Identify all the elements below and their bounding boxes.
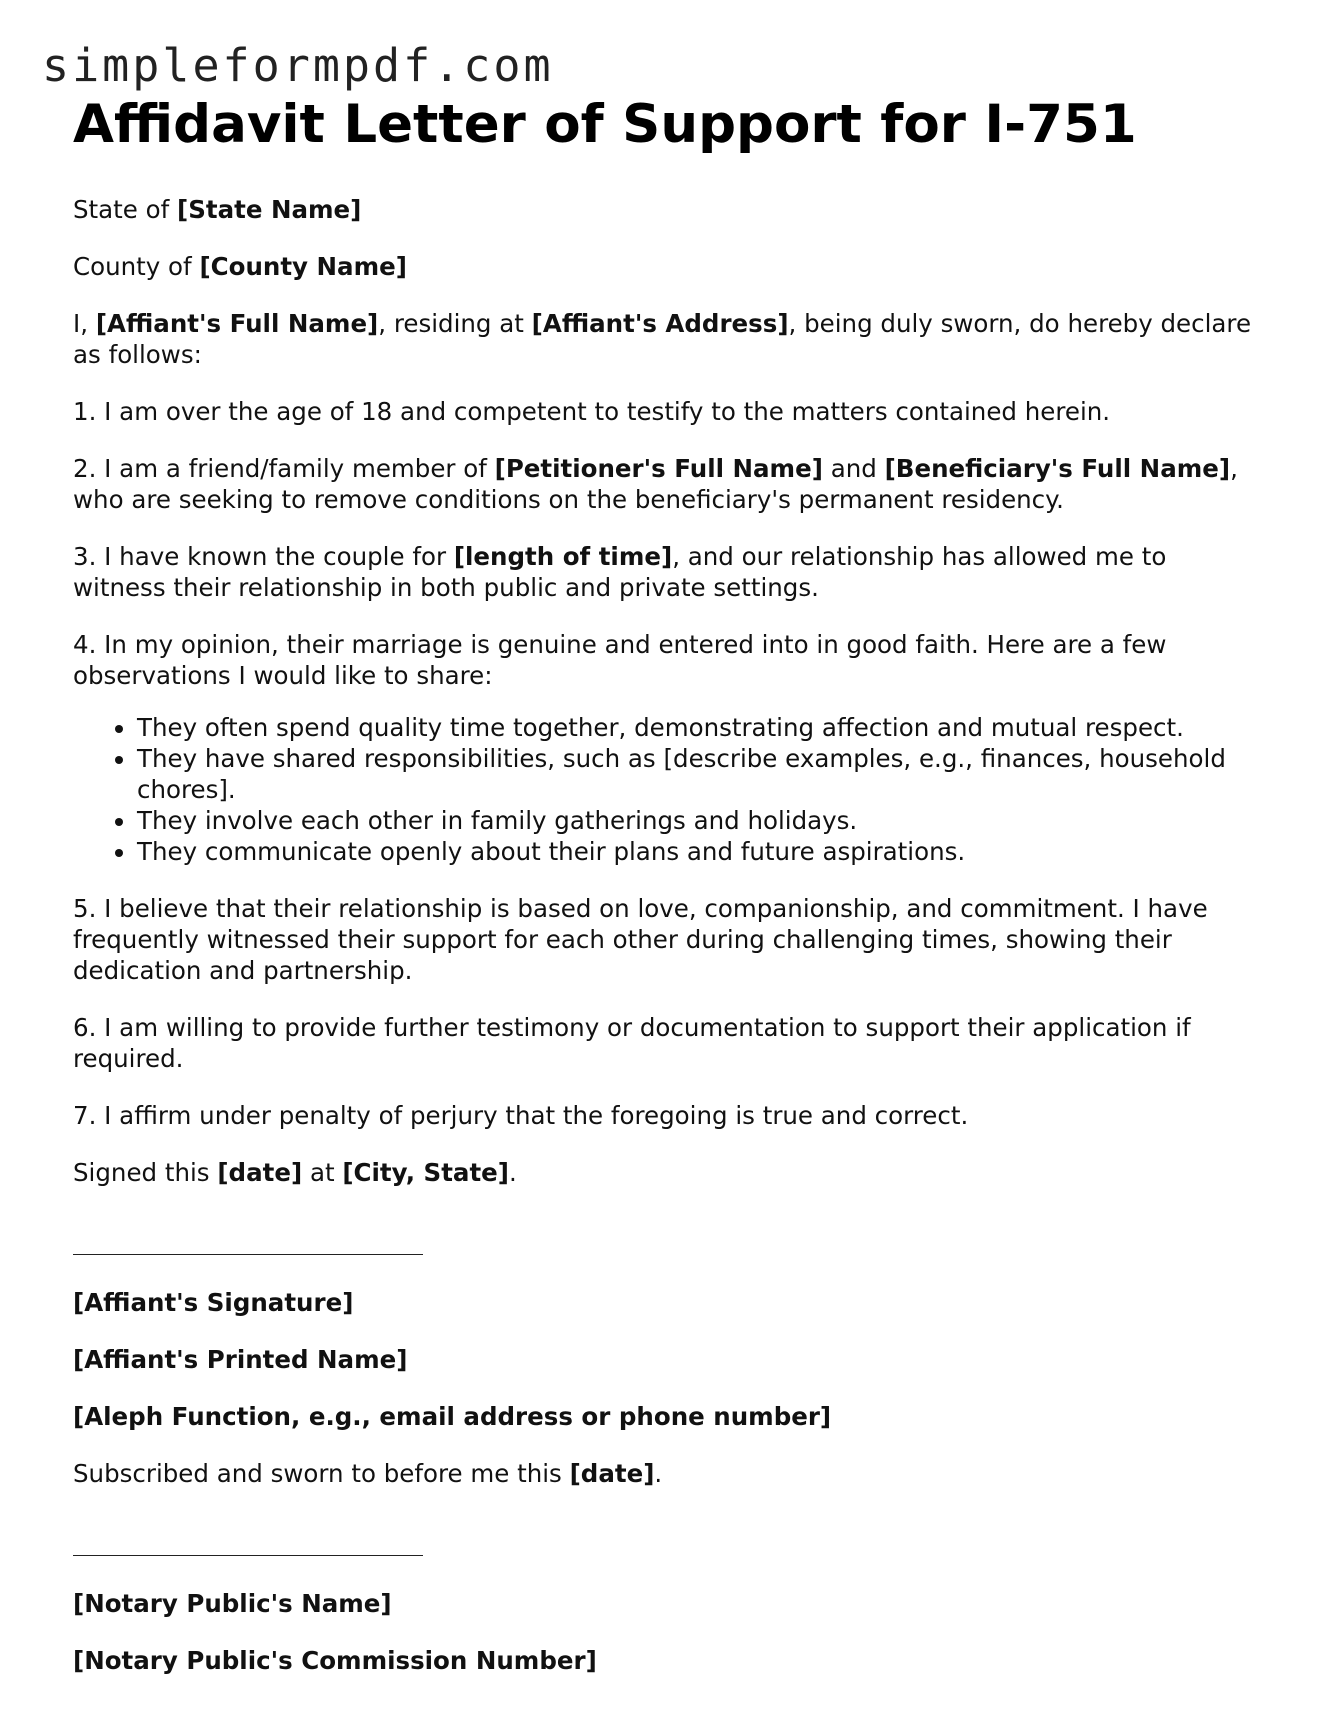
statement-4: 4. In my opinion, their marriage is genuine and entered into in good faith. Here are a few observations I would like to share: [73, 630, 1167, 690]
affiant-contact-label [73, 1401, 1263, 1432]
signed-date: [date] [217, 1158, 303, 1187]
affiant-printed-name-text: [Affiant's Printed Name] [73, 1345, 408, 1374]
affiant-address: [Affiant's Address] [531, 309, 789, 338]
signed-text-2: at [302, 1158, 343, 1187]
statement-2-text-2: and [822, 454, 885, 483]
sworn-text-2: . [654, 1459, 663, 1488]
notary-name-text: [Notary Public's Name] [73, 1589, 392, 1618]
intro-paragraph [73, 308, 1263, 370]
notary-signature-line [73, 1531, 1263, 1562]
statement-5: 5. I believe that their relationship is based on love, companionship, and commitment. I have frequently witnessed their support for each other during challenging times, showing their dedication and partnership. [73, 894, 1208, 985]
document-body [73, 92, 1263, 1702]
signature-rule [73, 1230, 423, 1255]
signed-place: [City, State] [342, 1158, 509, 1187]
sworn-text-1: Subscribed and sworn to before me this [73, 1459, 570, 1488]
statement-7: 7. I affirm under penalty of perjury that the foregoing is true and correct. [73, 1101, 969, 1130]
statement-2 [73, 453, 1263, 515]
state-prefix: State of [73, 195, 178, 224]
state-line [73, 194, 1263, 225]
intro-text-1: I, [73, 309, 96, 338]
sworn-date: [date] [569, 1459, 655, 1488]
intro-text-2: , residing at [378, 309, 532, 338]
signed-text-1: Signed this [73, 1158, 218, 1187]
signed-text-3: . [508, 1158, 517, 1187]
watermark: simpleformpdf.com [42, 39, 554, 92]
intro-text-3: , being duly sworn, do hereby declare as follows: [73, 309, 1252, 369]
county-line [73, 251, 1263, 282]
affiant-signature-text: [Affiant's Signature] [73, 1288, 354, 1317]
statement-1: 1. I am over the age of 18 and competent to testify to the matters contained herein. [73, 397, 1111, 426]
observation-item: • They often spend quality time together, demonstrating affection and mutual respect. [137, 712, 1263, 743]
statement-3-text-1: 3. I have known the couple for [73, 542, 454, 571]
petitioner-name: [Petitioner's Full Name] [494, 454, 823, 483]
observation-item: • They have shared responsibilities, such as [describe examples, e.g., finances, household chores]. [137, 743, 1263, 805]
statement-3-text-2: , and our relationship has allowed me to witness their relationship in both public and private settings. [73, 542, 1167, 602]
observation-item: • They involve each other in family gatherings and holidays. [137, 805, 1263, 836]
statement-2-text-3: , who are seeking to remove conditions on the beneficiary's permanent residency. [73, 454, 1238, 514]
sworn-line [73, 1458, 1263, 1489]
statement-2-text-1: 2. I am a friend/family member of [73, 454, 495, 483]
relationship-duration: [length of time] [453, 542, 673, 571]
notary-commission-label [73, 1645, 1263, 1676]
signature-rule [73, 1531, 423, 1556]
observation-item: • They communicate openly about their plans and future aspirations. [137, 836, 1263, 867]
affiant-contact-text: [Aleph Function, e.g., email address or phone number] [73, 1402, 832, 1431]
statement-6: 6. I am willing to provide further testimony or documentation to support their application if required. [73, 1013, 1191, 1073]
notary-name-label [73, 1588, 1263, 1619]
observations-list [73, 712, 1263, 867]
county-prefix: County of [73, 252, 200, 281]
statement-3 [73, 541, 1263, 603]
affiant-printed-name-label [73, 1344, 1263, 1375]
document-title: Affidavit Letter of Support for I-751 [73, 94, 1137, 155]
affiant-full-name: [Affiant's Full Name] [95, 309, 379, 338]
beneficiary-name: [Beneficiary's Full Name] [884, 454, 1231, 483]
county-value: [County Name] [199, 252, 407, 281]
affiant-signature-label [73, 1287, 1263, 1318]
notary-commission-text: [Notary Public's Commission Number] [73, 1646, 597, 1675]
signed-line [73, 1157, 1263, 1188]
affiant-signature-line [73, 1230, 1263, 1261]
state-value: [State Name] [177, 195, 362, 224]
